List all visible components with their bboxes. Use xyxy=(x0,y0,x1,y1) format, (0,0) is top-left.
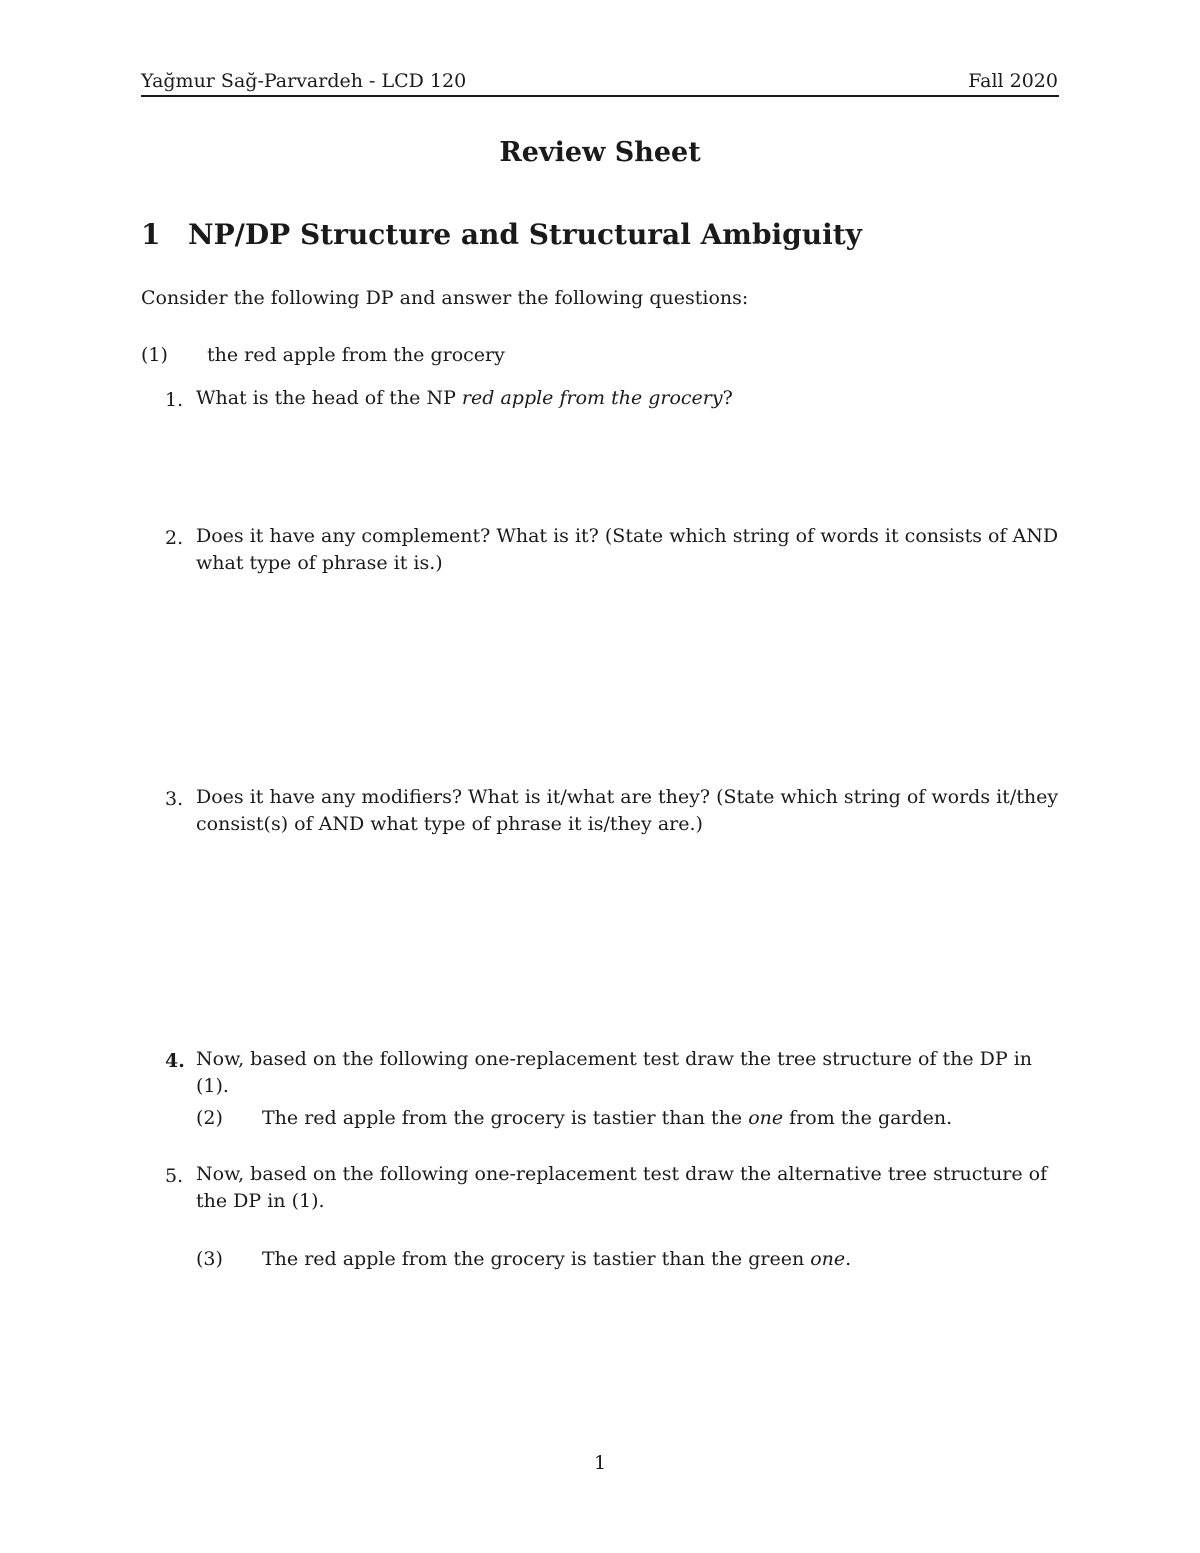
question-2-number: 2. xyxy=(165,527,184,549)
example-1-label: (1) xyxy=(141,344,168,366)
question-1-number: 1. xyxy=(165,389,184,411)
question-3-number: 3. xyxy=(165,788,184,810)
header-course: Yağmur Sağ-Parvardeh - LCD 120 xyxy=(141,70,467,92)
example-3-text-end: . xyxy=(845,1248,852,1270)
page-title: Review Sheet xyxy=(499,137,701,168)
question-5-text: Now, based on the following one-replacement test draw the alternative tree structure of the DP in (1). xyxy=(196,1163,1048,1212)
question-1-text xyxy=(196,385,1061,412)
example-2-text-main: The red apple from the grocery is tastier than the xyxy=(262,1107,749,1129)
example-3-text-main: The red apple from the grocery is tastier than the green xyxy=(262,1248,811,1270)
question-5-number: 5. xyxy=(165,1165,184,1187)
header-rule xyxy=(141,95,1059,97)
section-number: 1 xyxy=(141,218,161,251)
question-2-text: Does it have any complement? What is it? (State which string of words it consists of AND what type of phrase it is.) xyxy=(196,525,1059,574)
intro-text: Consider the following DP and answer the following questions: xyxy=(141,287,749,309)
example-2-text-end: from the garden. xyxy=(783,1107,953,1129)
header-term: Fall 2020 xyxy=(968,70,1058,92)
question-4-text: Now, based on the following one-replacement test draw the tree structure of the DP in (1). xyxy=(196,1048,1033,1097)
example-3-label: (3) xyxy=(196,1248,223,1270)
example-2-text xyxy=(262,1107,952,1129)
example-2-text-italic: one xyxy=(748,1107,784,1129)
example-2-label: (2) xyxy=(196,1107,223,1129)
question-1-text-italic: red apple from the grocery xyxy=(461,387,723,409)
question-4-number: 4. xyxy=(165,1050,185,1072)
example-3-text-italic: one xyxy=(810,1248,846,1270)
section-title: NP/DP Structure and Structural Ambiguity xyxy=(188,218,862,251)
question-3-text: Does it have any modifiers? What is it/what are they? (State which string of words it/they consist(s) of AND what type of phrase it is/they are.) xyxy=(196,786,1059,835)
example-1-text: the red apple from the grocery xyxy=(207,344,505,366)
page-number: 1 xyxy=(593,1452,607,1474)
example-3-text xyxy=(262,1248,851,1270)
question-1-text-end: ? xyxy=(722,387,733,409)
section-heading xyxy=(141,218,862,251)
question-1-text-main: What is the head of the NP xyxy=(196,387,462,409)
